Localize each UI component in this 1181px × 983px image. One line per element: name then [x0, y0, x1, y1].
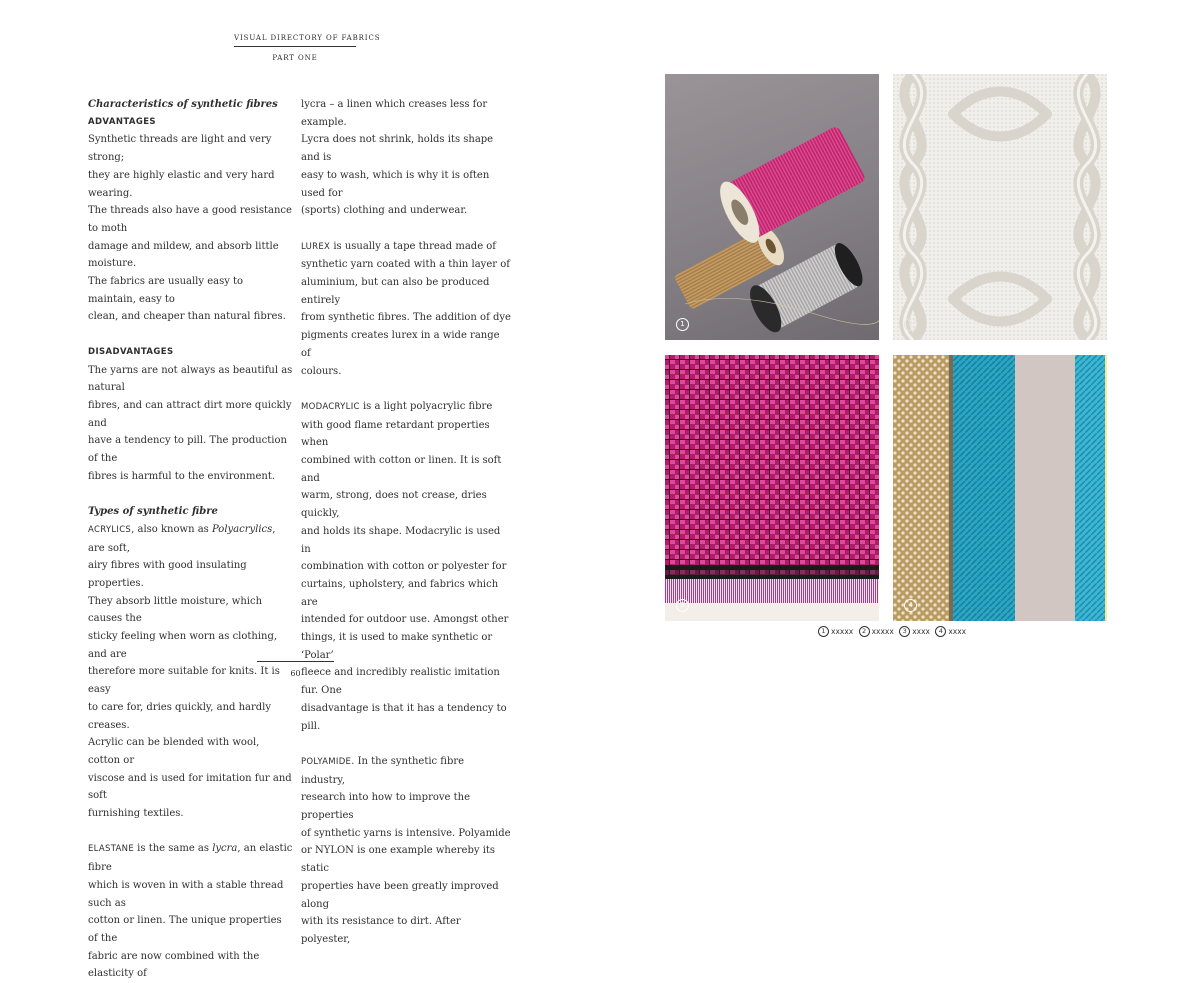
photo-badge-4: 4 [904, 599, 917, 612]
text-line: synthetic yarn coated with a thin layer of [301, 259, 510, 271]
caption-item-3: 3 xxxx [899, 627, 930, 636]
text-column-left [88, 96, 293, 983]
photo-badge-2: 2 [904, 318, 917, 331]
text-line: research into how to improve the properties [301, 792, 470, 822]
text-line: Lycra does not shrink, holds its shape and is [301, 134, 494, 164]
text-line: sticky feeling when worn as clothing, and are [88, 631, 278, 660]
text-line: cotton or linen. The unique properties of the [88, 915, 282, 944]
text-line: fibres is harmful to the environment. [88, 470, 276, 482]
section-title: VISUAL DIRECTORY OF FABRICS [234, 34, 356, 47]
text-line: fleece and incredibly realistic imitation fur. One [301, 667, 500, 697]
page-number: 60 [290, 669, 301, 678]
lurex-first-line: LUREX is usually a tape thread made of [301, 240, 497, 252]
text-line: lycra – a linen which creases less for example. [301, 99, 488, 128]
photo-white-jacquard [893, 74, 1107, 340]
text-line: furnishing textiles. [88, 808, 184, 820]
text-line: from synthetic fibres. The addition of dye [301, 312, 511, 324]
text-line: The fabrics are usually easy to maintain, easy to [88, 276, 244, 305]
advantages-heading: ADVANTAGES [88, 116, 156, 127]
text-line: airy fibres with good insulating properties. [88, 560, 247, 589]
text-line: of synthetic yarns is intensive. Polyamide [301, 827, 511, 839]
caption-item-4: 4 xxxx [935, 627, 966, 636]
text-line: which is woven in with a stable thread such as [88, 879, 284, 909]
types-heading: Types of synthetic fibre [88, 506, 218, 518]
caption-item-1: 1 xxxxx [818, 627, 853, 636]
text-line: The threads also have a good resistance to moth [88, 205, 292, 234]
text-line: (sports) clothing and underwear. [301, 205, 468, 217]
text-column-right [301, 96, 511, 949]
text-line: clean, and cheaper than natural fibres. [88, 311, 286, 323]
running-header [234, 34, 381, 62]
modacrylic-first-line: MODACRYLIC is a light polyacrylic fibre [301, 400, 493, 412]
photo-magenta-weave [665, 355, 879, 621]
text-line: warm, strong, does not crease, dries quickly, [301, 490, 487, 520]
term-modacrylic: MODACRYLIC [301, 401, 360, 412]
text-line: or NYLON is one example whereby its static [301, 845, 496, 875]
text-line: combined with cotton or linen. It is soft and [301, 455, 502, 484]
footer-rule [257, 661, 334, 662]
text-line: they are highly elastic and very hard wearing. [88, 169, 275, 199]
caption-item-2: 2 xxxxx [859, 627, 894, 636]
term-elastane: ELASTANE [88, 844, 134, 855]
text-line: things, it is used to make synthetic or ‘Polar’ [301, 632, 493, 661]
text-line: and holds its shape. Modacrylic is used in [301, 525, 501, 555]
text-line: fabric are now combined with the elasticity of [88, 950, 260, 980]
text-line: with good flame retardant properties when [301, 419, 490, 449]
text-line: viscose and is used for imitation fur and soft [88, 772, 292, 802]
text-line: pigments creates lurex in a wide range of [301, 330, 500, 359]
text-line: have a tendency to pill. The production of the [88, 435, 287, 465]
photo-thread-spools [665, 74, 879, 340]
photo-badge-3: 3 [676, 599, 689, 612]
characteristics-heading: Characteristics of synthetic fibres [88, 99, 278, 110]
text-line: intended for outdoor use. Amongst other [301, 614, 509, 626]
text-line: combination with cotton or polyester for [301, 561, 507, 573]
text-line: The yarns are not always as beautiful as natural [88, 364, 293, 394]
text-line: damage and mildew, and absorb little moisture. [88, 240, 279, 270]
text-line: Synthetic threads are light and very strong; [88, 134, 272, 164]
text-line: easy to wash, which is why it is often used for [301, 169, 490, 199]
text-line: colours. [301, 365, 342, 377]
text-line: with its resistance to dirt. After polyester, [301, 916, 461, 945]
photo-badge-1: 1 [676, 318, 689, 331]
text-line: therefore more suitable for knits. It is easy [88, 666, 280, 696]
text-line: fibres, and can attract dirt more quickly and [88, 399, 292, 429]
elastane-first-line: ELASTANE is the same as lycra, an elastic fibre [88, 843, 293, 874]
text-line: Acrylic can be blended with wool, cotton or [88, 737, 260, 766]
photo-woven-tapes [893, 355, 1107, 621]
acrylics-first-line: ACRYLICS, also known as Polyacrylics, are soft, [88, 523, 276, 554]
photo-caption [818, 626, 969, 637]
term-polyamide: POLYAMIDE [301, 756, 352, 767]
term-acrylics: ACRYLICS [88, 524, 132, 535]
polyamide-first-line: POLYAMIDE. In the synthetic fibre industry, [301, 755, 465, 786]
text-line: disadvantage is that it has a tendency to pill. [301, 702, 507, 732]
part-label: PART ONE [272, 54, 318, 62]
term-lurex: LUREX [301, 241, 331, 252]
text-line: to care for, dries quickly, and hardly creases. [88, 701, 272, 731]
text-line: aluminium, but can also be produced entirely [301, 277, 490, 306]
text-line: They absorb little moisture, which causes the [88, 595, 263, 625]
disadvantages-heading: DISADVANTAGES [88, 346, 174, 357]
text-line: properties have been greatly improved along [301, 880, 499, 910]
text-line: curtains, upholstery, and fabrics which are [301, 578, 499, 608]
